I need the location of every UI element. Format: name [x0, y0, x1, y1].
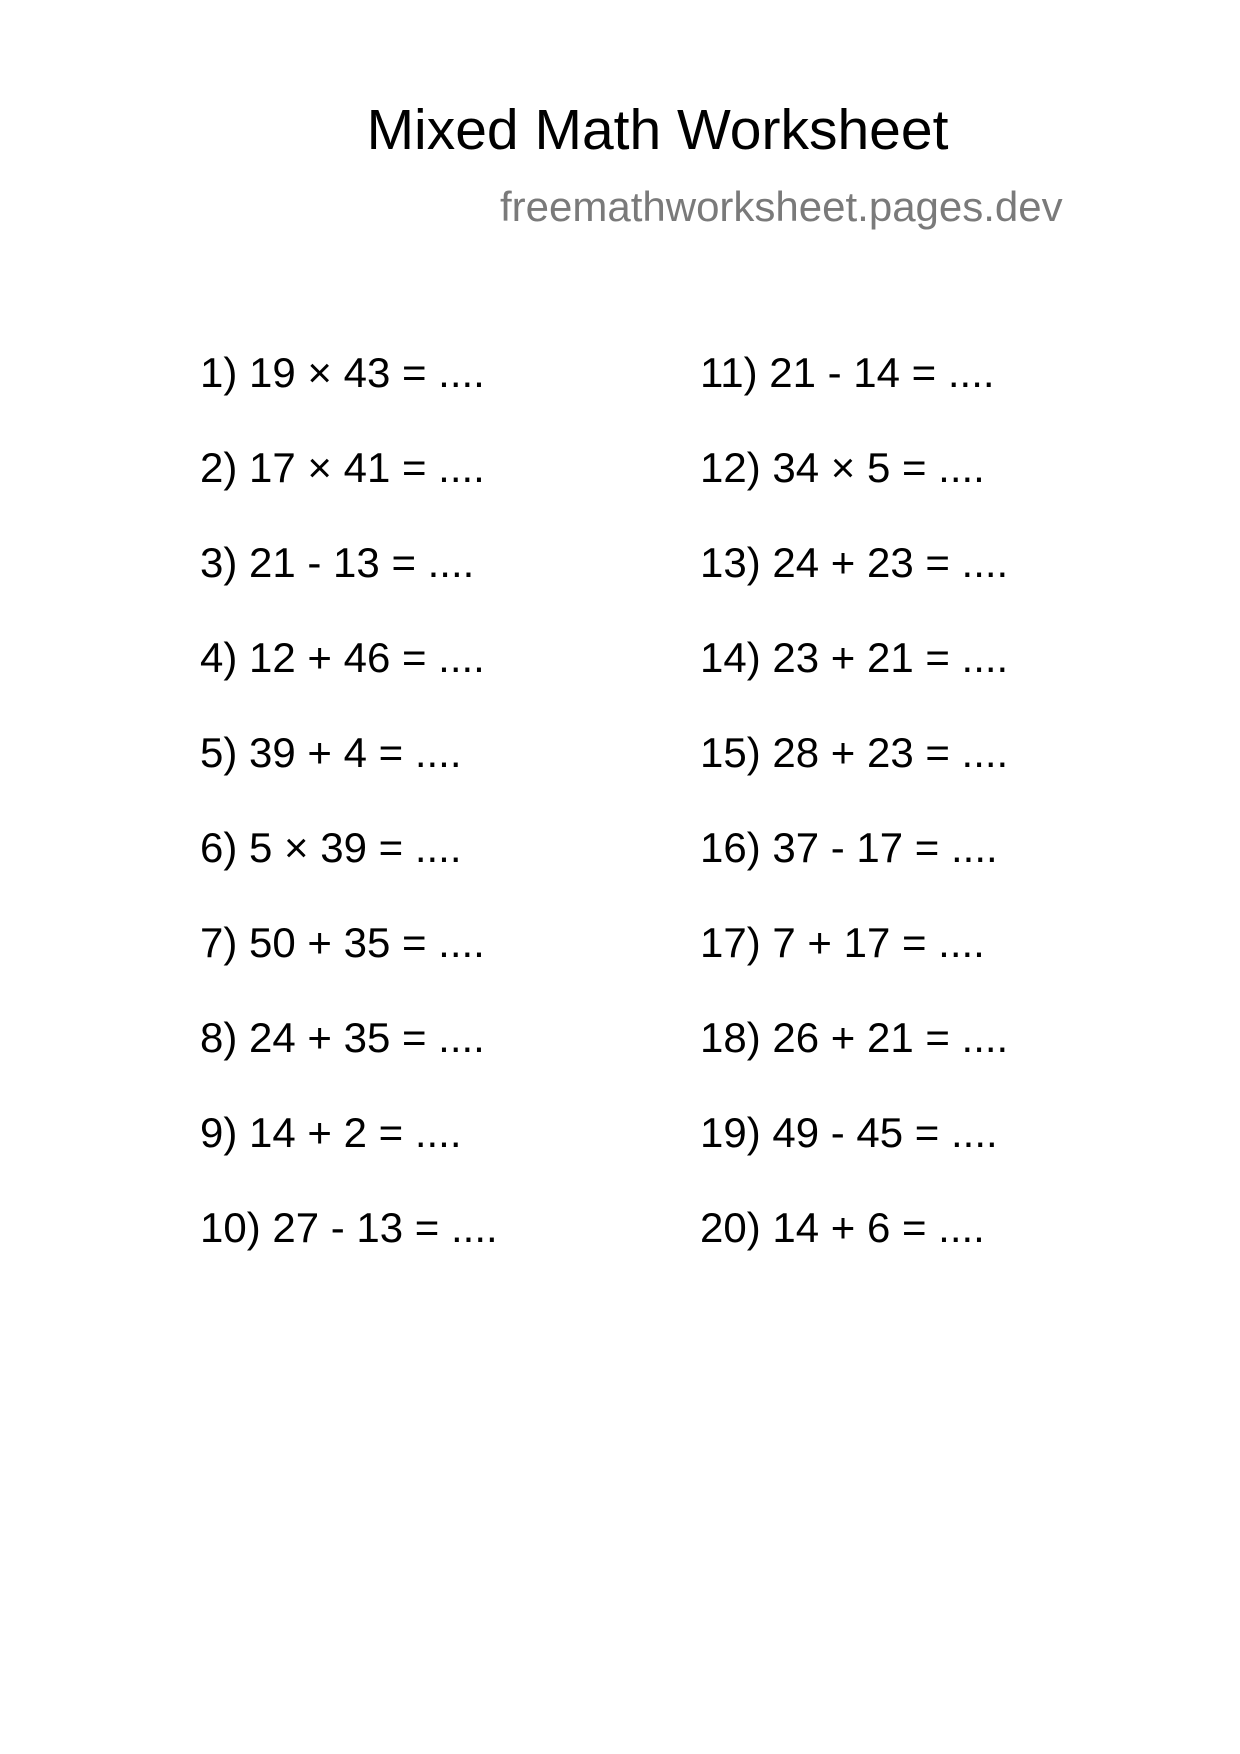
problem-item: 10) 27 - 13 = ....: [200, 1204, 498, 1251]
problem-item: 16) 37 - 17 = ....: [700, 824, 998, 871]
problem-item: 13) 24 + 23 = ....: [700, 539, 1009, 586]
problem-item: 3) 21 - 13 = ....: [200, 539, 475, 586]
problem-item: 12) 34 × 5 = ....: [700, 444, 985, 491]
problem-item: 19) 49 - 45 = ....: [700, 1109, 998, 1156]
worksheet-title: Mixed Math Worksheet: [366, 98, 949, 162]
problem-column-left: [200, 347, 498, 1297]
problem-item: 17) 7 + 17 = ....: [700, 919, 985, 966]
problem-item: 14) 23 + 21 = ....: [700, 634, 1009, 681]
problem-column-right: [700, 347, 1008, 1297]
problem-item: 8) 24 + 35 = ....: [200, 1014, 485, 1061]
problem-item: 9) 14 + 2 = ....: [200, 1109, 462, 1156]
problem-item: 2) 17 × 41 = ....: [200, 444, 485, 491]
problem-item: 5) 39 + 4 = ....: [200, 729, 462, 776]
problem-item: 15) 28 + 23 = ....: [700, 729, 1009, 776]
problem-item: 11) 21 - 14 = ....: [700, 349, 995, 396]
problem-item: 18) 26 + 21 = ....: [700, 1014, 1009, 1061]
source-url: freemathworksheet.pages.dev: [500, 183, 1063, 230]
problem-item: 20) 14 + 6 = ....: [700, 1204, 985, 1251]
problem-item: 1) 19 × 43 = ....: [200, 349, 485, 396]
problem-item: 4) 12 + 46 = ....: [200, 634, 485, 681]
problem-item: 7) 50 + 35 = ....: [200, 919, 485, 966]
problem-item: 6) 5 × 39 = ....: [200, 824, 462, 871]
